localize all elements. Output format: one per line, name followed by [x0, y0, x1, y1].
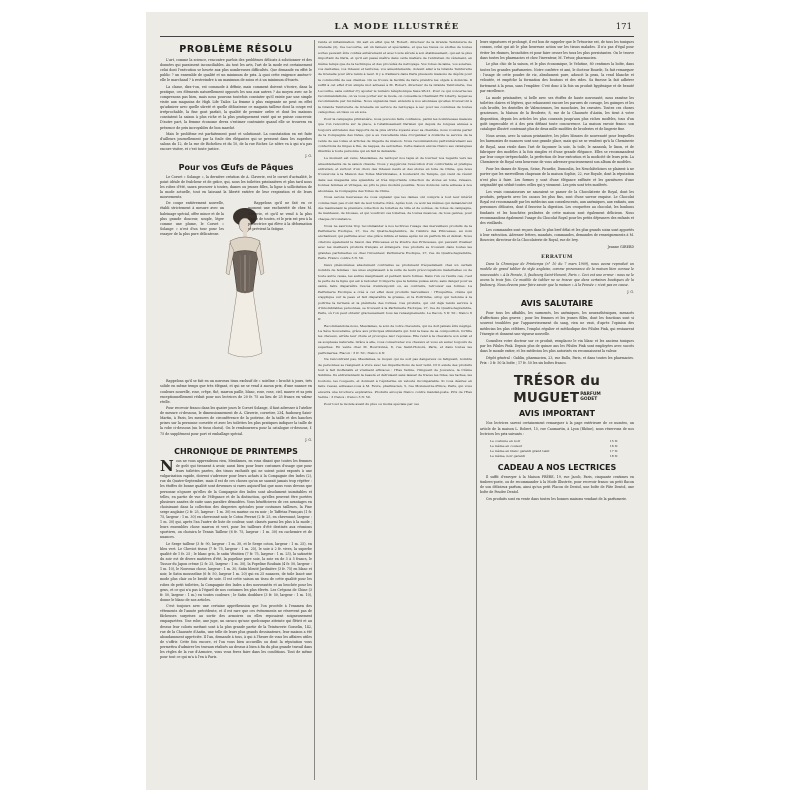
column-3 [480, 40, 634, 782]
column-2 [318, 40, 472, 782]
paques-left-text [160, 201, 224, 238]
cadeau-heading: CADEAU A NOS LECTRICES [497, 462, 617, 472]
chronique-paragraph: C'est toujours avec une certaine appréhension que l'on procède à l'examen des vêtements de l'année précédente, et il est rare que ces évènements ne réservent pas de fâcheuses surprises au sortir des armoires ou elles reposaient soigneusement empaquetées. Une robe, une jupe, un caraco qu'une quelconque atteinte qui flétrit et au dessus leur coloris mettant sont à la plus grande partie de la Teinturerie Gosselin, 142, rue de la Chaussée d'Antin, une telle de leurs plus grands dessinateurs, leur maison a été abondamment appréciée. Il l'an, demande à tous, à qui à l'heure de vous les affaires utiles de s'offrir. Cette fois encore, et l'on vous bien accueillis ou dont la réputation vous permettra d'admirer les travaux réalisés au dessus à bien à fin du plus grande travail dans les règles de la rue d'Armoire, vous vous ferez faire dans les conditions. Tout de même pour tout ce qui m'a à l'en à Paris. [160, 604, 312, 660]
avis-salutaire-paragraph: Consultez votre docteur sur ce produit, remplacez le vin blanc et les anciens toniques par les Pilules Pink. Depuis plus de quinze ans les Pilules Pink sont employées avec succès dans le monde entier, et les médecins les plus autorisés en reconnaissent la valeur. [480, 338, 634, 354]
paques-paragraph: De coupe entièrement nouvelle, établi strictement à mesure avec un baleinage spécial, offre mince et de la plus grande douceur, souple, léger comme une plume, le Corset « Solange » n'est d'un tour pour les essayer de la plus pure délicatesse. [160, 201, 224, 236]
column-rule [314, 40, 315, 780]
signature: J. G. [305, 153, 312, 158]
tresor-du-muguet-advert [480, 372, 634, 405]
publication-title: LA MODE ILLUSTRÉE [334, 22, 460, 32]
article-paragraph: Recommandons-nous, Mesdames, le soin de votre chevelure, qui ne doit jamais être négligé. La Sève Souveraine, grâce aux principes stimulants qui font la base de sa composition, fortifie les cheveux, arrête leur chute et provoque leur repousse. Elle rend à la chevelure son éclat et sa souplesse naturelle. Grâce à elle, vous conserverez vos cheveux et vous en aurez toujours de superbes. En vente chez M. Bourdonné, 8, rue Saint-Honoré, Paris, et dans toutes les parfumeries. Flacon : 3 fr. 50 ; franco 4 fr. [318, 323, 472, 355]
probleme-paragraph: Mais le problème est parfaitement posé et solutionné. La constatation en est faite d'ailleurs journellement par la foule des élégantes qui se pressent dans les superbes salons du 12, de la rue de Richelieu et du 10, de la rue Richer. Le nôtre va à qui n'a pas encore visiter, et c'est toute justice. [160, 131, 312, 152]
avis-salutaire-paragraph: Dépôt général : Gablin, pharmacien, 23, rue Ballu, Paris, et dans toutes les pharmacies. Prix : 3 fr. 50 la boîte ; 17 fr. 50 les six boîtes franco. [480, 355, 634, 366]
cadeau-paragraph: Ces produits sont en vente dans toutes les bonnes maisons vendant de la parfumerie. [486, 497, 628, 502]
chronique-heading: CHRONIQUE DE PRINTEMPS [174, 446, 298, 456]
tresor-title: TRÉSOR du MUGUET [513, 373, 601, 406]
article-paragraph: Pour tout le monde avant du plus ou moins spéciale par ces [324, 401, 419, 406]
signature: J. G. [305, 437, 312, 442]
chronique-paragraph: Le Serge tailleur (3 fr. 90, largeur : 1 m. 30, et le Serge coton, largeur : 1 m. 25), en bleu vert. Le Cheviot tissus (7 fr. 75, largeur : 1 m. 25), le soie à 2 fr. vives, la superbe qualité de 1 fr. 25 ; le blanc gris, le satin Vénitien (7 fr. 75, largeur : 1 m. 25), la satinette du soir est de divers matières d'été, la popeline pure soie, la soie en de 3 à 5 francs, le Tussor du Japon crème (2 fr. 25, largeur : 1 m. 30), la Popeline Roubaix (4 fr. 50, largeur : 1 m. 10), le Nouveau chose, largeur : 1 m. 30, Satin bleuté Jardinière (3 fr. 75) en blanc et noir, le Satin mousseline (6 fr. 50, largeur 1 m. 20) qui en 25 nuances, de toile lancé une mode plus clair ou le brodé de soie. Il est cette saison un tissu de cette qualité pour les robes de petit toilettes, la Compagnie des Indes a des nouveautés et au brochée pour les gens, et ce qui n'a pas à l'égard de nos costumes les plus élevés. Les Crépons de Chine (3 fr. 50, largeur : 1 m.) en toutes couleurs ; le Satin doublure (3 fr. 50, largeur : 1 m. 10), donne le blanc de nos articles. [160, 541, 312, 602]
column-rule [476, 40, 477, 780]
drop-cap: N [160, 456, 174, 475]
probleme-paragraph: L'art, comme la science, rencontre parfois des problèmes délicats à solutionner et des données qui paraissent inconciliables. Au tout les arts, l'art de la mode est certainement celui dont l'exécution se heurte aux plus nombreuses difficultés. Que demande en effet le public ? un ensemble de qualité et un minimum de prix. A quoi cette exigence amène-t-elle le marchand ? à restreindre à un maximum de soins et à un minimum d'écarts. [160, 58, 312, 83]
avis-salutaire-paragraph: Pour tous les affaiblis, les surmenés, les anémiques, les neurasthéniques, menacés d'affections plus graves ; pour les femmes et les jeunes filles, dont les fonctions sont si souvent troublées par l'appauvrissement du sang, rien ne vaut, d'après l'opinion des médecins les plus célèbres, l'emploi régulier et méthodique des Pilules Pink, qui restaurent l'énergie et donnent une vigueur nouvelle. [480, 310, 634, 337]
corset-figure-block [160, 201, 312, 379]
probleme-heading: PROBLÈME RÉSOLU [179, 44, 293, 55]
price-row: Le costume en noir 15 fr. [490, 438, 618, 443]
article-paragraph: Nous serons heureuses de vous signaler que les dames ont compris à tout leur intérêt comme bien peu n'ont fait de leur toilette d'été. Après tout, ce sont les mêmes qui demanderont dès maintenant la première collection de toilettes de ville et de soirées, de robes de campagne, de manteaux, de blouses, et qui voudront ces toilettes, de toutes nuances, de tous genres, pour chaque circonstance. [318, 195, 472, 221]
article-paragraph: Le moment est venu, Mesdames, de nettoyer nos tapis et de tourner nos regards vers les ameublements de la saison chaude. Nous y suggérons l'exécution d'un confortable et pratique entretien, et surtout d'un choix des rideaux neufs et des stores en toile de Chine, que nous trouverons à la Maison des Toiles Méridionales, 4 boulevard du Temple, qui vient de réunir dans ses magasins une splendide et très importante collection de stores en toile, rideaux, bonnes femmes et vitrages, au prix le plus modéré possible. Nous donnons cette adresse à nos abonnées, la Compagnie des Toiles de Chine. [318, 156, 472, 193]
article-paragraph: rende et inflammation. On sait en effet que M. Robert, directeur de la Grande Teinturerie de Grenelle (2), rue Lecourbe, est un fameux et spécialiste, et que les tissus ou étoffes de toutes sortes peuvent être confiés entièrement et avec toute sûreté à son établissement, qui est le plus important de Paris, et qu'il est passé maître dans cette matière de l'entretien du vêtement, en même temps que de la technique et des procédés de nettoyage. Vos robes de laine, vos soieries, vos dentelles, vos rideaux et tentures, vos ameublements, doivent aller à la Grande Teinturerie de Grenelle pour être remis à neuf. Il y a d'ailleurs dans Paris plusieurs maisons de dépôts pour la commodité de ses clientes. On se trouve la facilité de faire prendre les objets à domicile. Il suffit à cet effet d'un simple mot adressé à M. Robert, directeur de la Grande Teinturerie, rue Lecourbe, sans oublier d'y ajouter le numéro téléphonique Saxe 96-21. Pour ce qui concerne les recommandations, on va vous porter sur la mode, on conseille le Charmant Fil Liberty, lequel se recommande par lui-même. Nous signalons bien entendu à nos abonnées qu'elles trouveront à la Grande Teinturerie de Grenelle un service de nettoyage à sec pour les costumes de toutes catégories, en tissu ou en soie. [318, 40, 472, 115]
probleme-paragraph: La classe, dira-t-on, est commode à définir, mais comment doivent s'écrire, dans la pratique, ces éléments naturellement opposés les uns aux autres ? Au moyen avec ne le comprenons pas bien, mais nous pouvons toutefois constater qu'il existe par une simple visite aux magasins de High Life Tailor. La femme à plus exigeante ne peut en effet qu'admirer avec quelle sûreté et quelle délicatesse ce magasin tailleur dont la coupe est irréprochable, la fine gout parfait, la qualité de premier ordre et dont les maisons constatent la saison à plus riche et la plus pratiquement varié qui se puisse concevoir. D'autre part, la femme économe devra s'estimer contrainte quand elle se trouvera en présence de prix incroyables de bon marché. [160, 84, 312, 130]
paques-right-text [248, 201, 312, 233]
article-paragraph: Nous ne saurions trop recommander à nos lectrices l'usage des merveilleux produits de la Parfumerie Exotique, 27, rue du Quatre-Septembre, de l'Ambre des Princesses, au nom enchanteur, qui parfume avec une grâce infinie et laisse après lui un parfum fin et délicat. Nous citerons également le Savon des Princesses et la Poudre des Princesses, qui peuvent rivaliser avec les meilleurs produits français et étrangers. Ces produits se trouvent dans toutes les grandes parfumeries ou chez l'inventeur, Perfumerie Exotique, 27, rue du Quatre-Septembre, Paris. Franco contre 3 fr. 50. [318, 223, 472, 261]
avis-important-heading: AVIS IMPORTANT [519, 409, 595, 419]
paques-paragraph: Pour recevoir franco dans les quatre jours le Corset Solange, il faut adresser à l'atelier de mesure ci-dessous, le dimensionnement de A. Claverie, corsetier, 234, faubourg Saint-Martin, à Paris, les mesures de circonférence de la poitrine, de la taille et des hanches prises sur la personne corsetée et avec les toilettes les plus pratiques indiquer la taille de la robe ci-dessous (un le tissu choisi). On le remboursera pour la catalogue ci-dessous, f. 75 de supplément pour port et emballage spécial. [160, 406, 312, 436]
avis-salutaire-heading: AVIS SALUTAIRE [520, 298, 594, 308]
cadeau-paragraph: Il suffit d'envoyer à la Maison FRÈRE, 19, rue Jacob, Paris, cinquante centimes en timbres-poste, ou de recommander à la Mode Illustrée, pour recevoir franco un petit flacon de son délicieux parfum, ainsi qu'un petit Flacon de Dentol, une boîte de Pâte Dentol, une boîte de Poudre Dentol. [480, 474, 634, 495]
price-row: Le même en couleur 16 fr. [490, 443, 618, 448]
article-paragraph: Le plus chic de la saison, et le plus économique, le Velutine, 80 centimes la boîte, dans toutes les grandes parfumeries. Notre confrère et ami, le docteur Bourde, l'a fait remarquer : l'usage de cette poudre de riz, absolument pure, adoucit la peau, la rend blanche et veloutée, et empêche la formation des boutons et des rides. Sa finesse la fait adhérer fortement à la peau, sans l'empâter. C'est donc à la fois un produit hygiénique et de beauté par excellence. [480, 62, 634, 93]
paques-heading: Pour vos Œufs de Pâques [178, 162, 294, 172]
avis-important-paragraph: Nos lectrices savent certainement remarquer à la page extérieure de ce numéro, un article de la maison L. Robert, 15, rue Caumartin, à Lyon (Rhône), nous réservons de nos lectrices les prix suivants : [480, 421, 634, 436]
article-paragraph: Nous avons, avec la saison printanière, les jolies blouses de nouveauté pour lesquelles les harmonies de nuances sont une grande place, mais qui ne se vendent qu'à la Chemiserie de Royal, sans rivale dans l'art de façonner la soie, la toile, le nansouk, le linon, et de fabriquer des modèles à la fois simples et d'une grande élégance. Elles se recommandent par leur coupe irréprochable, la perfection de leur exécution et la modicité de leurs prix. La Chemiserie de Royal sera heureuse de vous adresser gracieusement son album de modèles. [480, 133, 634, 165]
tresor-subtitle: PARFUM GODET [580, 392, 601, 403]
page-header [160, 22, 634, 37]
paques-paragraph: Rappelons qu'il ne fait en ce moment une exclusivité de chez M. Claverie, et qu'il se vend à la plus douce de toutes, et le prix est peu à la protectrice qui élève à la déformation et prévient la fatigue. [248, 201, 312, 231]
article-paragraph: Pour la campagne printanière, nous pouvons faire confiance, parmi les nombreuses maisons que l'on rencontre sur la place, à l'établissement Parisien qui depuis de longues années a toujours entretenu des rapports de la plus stricte loyauté avec sa clientèle, nous voulons parler de la Compagnie des Indes, qui a eu l'excellente idée d'organiser à domicile le service de la vente de ses toiles et articles de lingerie de maison. Nous recommandons particulièrement ses confections de linges à thé, de nappes, de serviettes. Cette maison envoie franco ses catalogues illustrés à toute personne qui en fait la demande. [318, 116, 472, 154]
price-list [490, 439, 634, 459]
chronique-paragraph: Nous ne vous apprendrons rien, Mesdames, en vous disant que toutes les femmes de goût qui tiennent à avoir, aussi bien pour leurs costumes d'usage que pour leurs toilettes parées, des tissus exclusifs qui ne soient point exposés à une vulgarisation rapide, doivent s'adresser pour leurs achats à la Compagnie des Indes (2), rue du Quatre-Septembre, mais il est de ces choses qu'on ne saurait jamais trop répéter : les étoffes de bonne qualité sont devenues si rares aujourd'hui que nous vous devons que personne n'ignore qu'elles de la Compagnie des Indes sont absolument inimitables et telles, en partie de vue de l'élégance et de la distinction, qu'elles peuvent être portées plusieurs années de suite sans paraître démodées. Vous bénéficierez de ces avantages en choisissant dans la collection des draperies spéciales pour costumes tailleurs, la Fine serge anglaise (2 fr. 25, largeur : 1 m. 30) en marine ou en noir ; le Taffetas Français (1 fr. 75, largeur : 1 m. 30) en chevronné noir, le Coton Ferrari (2 fr. 25, en chevronné, largeur : 1 m. 30) qui, après l'an l'autre de liste de couleur, sont classés parmi les plus à la mode ; leurs ensembles chose marron et vert, pour les tailleurs d'été destinés aux réunions sportives, on choisira le Tennis Tailleur (6 fr. 75, largeur : 1 m. 30) en cachemire et de nuances. [160, 456, 312, 540]
signature: Jeanne GIRERD [607, 245, 634, 250]
article-paragraph: Ne rencontrant pas, Mesdames, le moyen qui ne soit pas dangereux ou fatiguant, nombre de personnes se résignent à vivre avec les imperfections de leur teint. Or il existe des produits tout à fait inoffensifs et vraiment efficaces : l'Eau Vernie, l'Onguent de Jouvence, la Crème Sublime. Ils entretiennent la beauté et détruisent sans laisser de traces les rides, les taches, les boutons, les rougeurs, et donnent à l'épiderme un velouté incomparable. Si vous désirez en faire l'essai, adressez-vous à M. Fevre, pharmacien, 5, rue Monsieur-le-Prince, Paris, qui vous enverra une brochure explicative. Produits envoyés franco contre mandat-poste. Prix de l'Eau Vernie : 3 francs ; franco 3 fr. 50. [318, 357, 472, 400]
erratum-text: Dans la Chronique de Printemps (n° 10 du 7 mars 1909), nous avons reproduit un modèle de grand tablier de style anglaise, comme provenance de la maison bien connue le nouveautés « A la Pensée, 5, faubourg Saint-Honoré, Paris ». Ceci est une erreur : nous ne le avons lu trois fois. Ce modèle de tablier ne se trouve que dans certaines boutiques de la faubourg. Nous devons pour faire savoir que la maison « A la Pensée » n'est pas en cause. [480, 262, 634, 288]
paques-paragraph: Rappelons qu'il se fait en un nouveau tissu exclusif de « soieline » broché à jours, très solide en même temps que très élégant, et qui ne se vend à aucun prix, d'une nuance en couleurs nouvelle, rose, crêpe, thé, marron paille, blanc, rose, rose, ciel, mauve et sa prix exceptionnellement réduit pour nos lectrices de 20 fr. 75 au lieu de 25 francs en valeur réelle. [160, 379, 312, 404]
page-number: 171 [615, 22, 632, 32]
article-paragraph: Les vrais connaisseurs ne sauraient se passer de la Chocolaterie de Royal, dont les produits, préparés avec les cacaos les plus fins, sont d'une saveur exquise. Le Chocolat Royal est recommandé par les médecins aux convalescents, aux anémiques, aux enfants, aux personnes délicates, dont il favorise la digestion. Les croquettes au chocolat, les bonbons fondants et les bouchées pralinées de cette maison sont également délicieux. Nous recommandons également l'usage du Chocolat Royal pour les petits déjeuners des enfants et des vieillards. [480, 189, 634, 226]
signature: J. G. [627, 289, 634, 294]
article-paragraph: Pour les dames de Noyon, Seine, Picardie, Dumoulin, les Neuchâteloises se plaisent à ne porter que les merveilleux chapeaux de la maison Sophie, 22, rue Royale, dont la réputation n'est plus à faire. Les formes y sont d'une élégance raffinée et les garnitures d'une originalité qui séduit toutes celles qui y viennent. Les prix sont très modérés. [480, 167, 634, 187]
column-1 [160, 40, 312, 782]
article-paragraph: La mode printanière, si belle avec ses étoffes de haute nouveauté, nous ramène les toilettes claires et légères, que rehaussent encore les parures de corsage, les guimpes et les cols brodés, les dentelles de Valenciennes, les mouchoirs, les cravates. Toutes ces choses gracieuses, la Maison de la Broderie, 8, rue de la Chaussée d'Antin, les tient à votre disposition, depuis les articles les plus courants jusqu'aux plus riches modèles, tous d'un goût impeccable et à des prix défiant toute concurrence. La maison envoie franco son catalogue illustré contenant plus de deux mille modèles de broderies et de lingerie fine. [480, 95, 634, 132]
price-row: Le même en blanc garanti grand teint 17 fr. [490, 448, 618, 453]
article-paragraph: Deux phénomènes absolument contraires se produisent fréquemment chez un certain nombre de femmes : les unes engraissent à la suite de leurs préoccupations maternelles ou de toute autre cause, les autres maigrissent et perdent leurs formes. Dans l'un ou l'autre cas, c'est la perte de la ligne qui est à redouter. Il importe que la femme puisse alors, sans danger pour sa santé, faire disparaître l'excès d'embonpoint ou, au contraire, retrouver ses formes. La Parfumerie Exotique a créé à cet effet deux produits merveilleux : l'Exupérine, crème qui s'applique sur la peau et fait disparaître la graisse, et la Poitrinine, sirop qui redonne à la poitrine la fermeté et la plénitude des formes. Ces produits, qui ont déjà rendu service à d'innombrables personnes, se trouvent à la Parfumerie Exotique, 27, rue du Quatre-Septembre, Paris, où l'on peut obtenir gracieusement tous les renseignements. Le flacon, 5 fr. 50 ; franco 6 fr. [318, 262, 472, 321]
article-paragraph: leurs signatures et prolongé, il est bon de rappeler que le Trésorine est, de tous les toniques connus, celui qui ait le plus heureuse action sur les tissus malades. Il n'a pas d'égal pour éviter les rhumes, bronchites et pour faire cesser les toux les plus persistantes. On le trouve dans toutes les pharmacies et chez l'inventeur, M. Trésor, pharmacien. [480, 40, 634, 60]
erratum-heading: ERRATUM [541, 254, 573, 261]
paques-intro: Le Corset « Solange », la dernière création de A. Claverie, est le corset d'actualité, le point idéale de fraîcheur et de grâce, qui, nous les toilettes printanières et plus tard nous les robes d'été, saura procurer à toutes, dames ou jeunes filles, la ligne à sollicitation de la mode actuelle, tout en laissant la liberté entière de leur respiration et de leurs mouvements. [160, 174, 312, 199]
article-paragraph: Les commandes sont reçues dans le plus bref délai et les plus grands soins sont apportés à leur exécution. Adresser lettres, mandats, commandes, demandes de renseignements à M. Bourcier, directeur de la Chocolaterie de Royal, rue de Ivry. [480, 227, 634, 243]
price-row: Le même, noir garanti 18 fr. [490, 453, 618, 458]
